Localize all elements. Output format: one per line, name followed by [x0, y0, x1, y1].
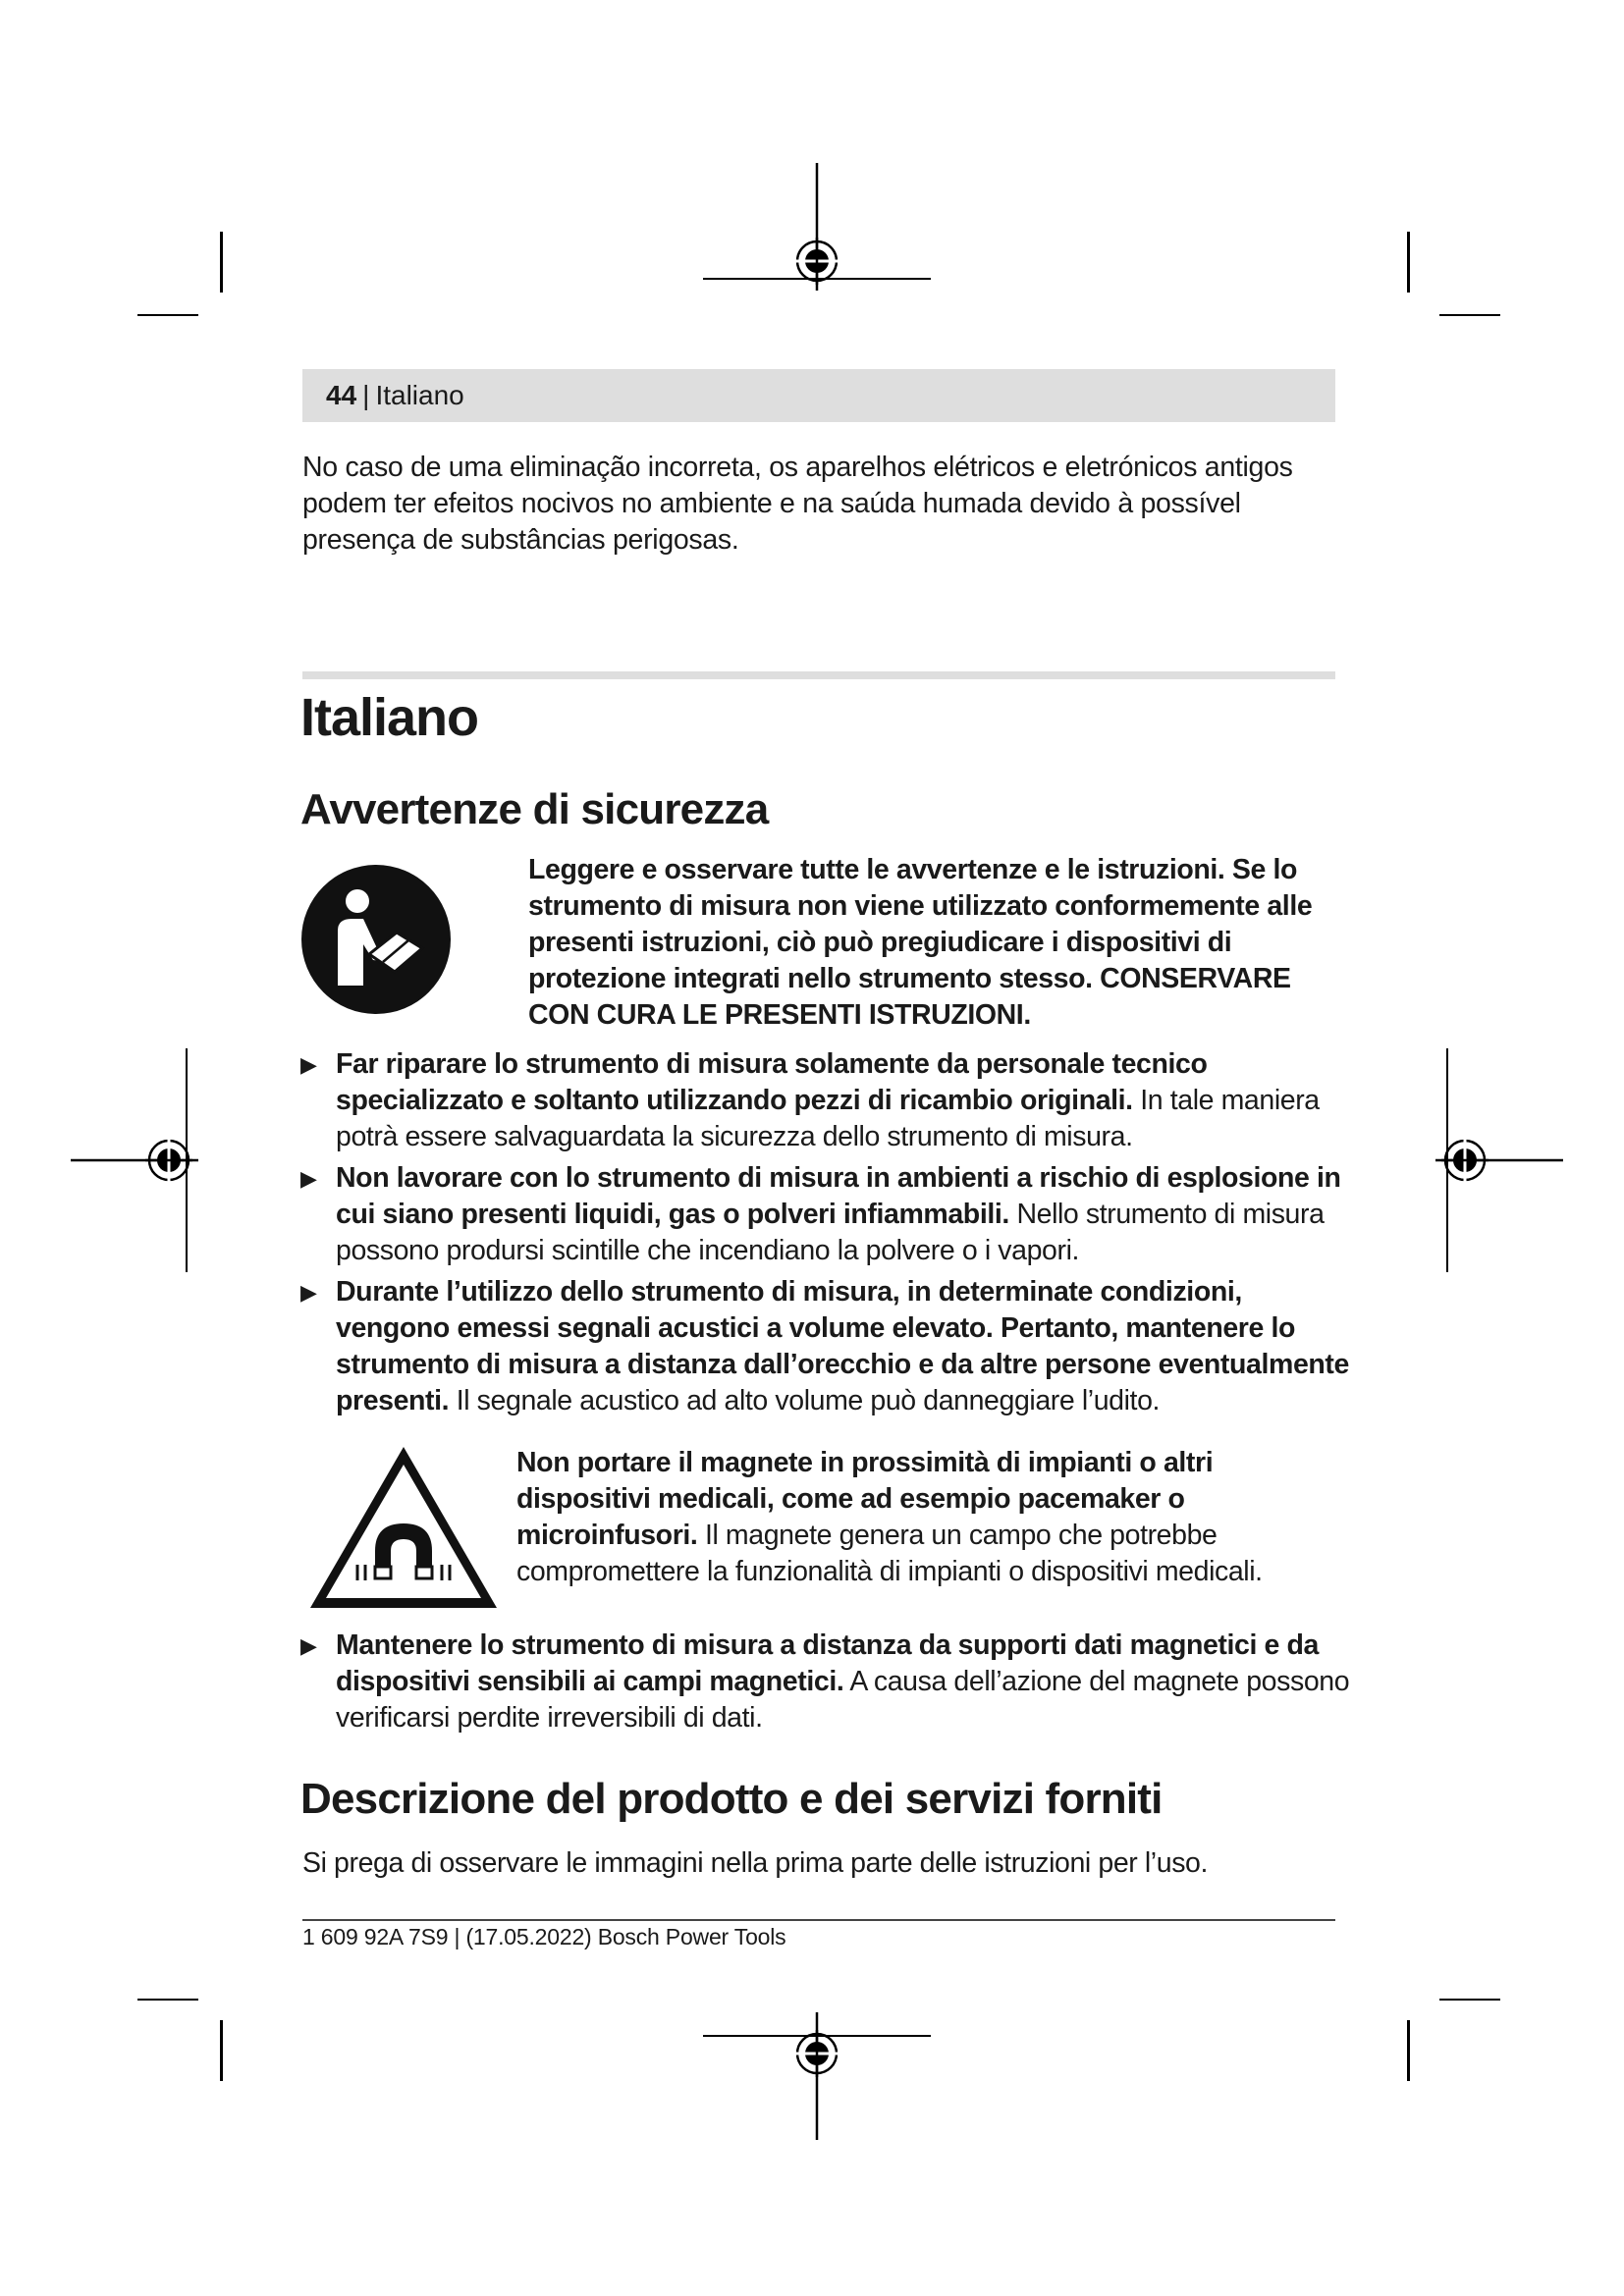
bullet-text: Nello strumento di misura possono prodursi scintille che incendiano la polvere o i vapori. [336, 1199, 1325, 1266]
section-divider [302, 671, 1335, 679]
list-item [300, 1628, 1353, 1736]
intro-paragraph: No caso de uma eliminação incorreta, os aparelhos elétricos e eletrónicos antigos podem ter efeitos nocivos no ambiente e na saúda humada devido à possível presença de substâncias perigosas. [302, 452, 1293, 556]
bullet-arrow-icon: ▶ [300, 1166, 317, 1191]
manual-warning-text: Leggere e osservare tutte le avvertenze e le istruzioni. Se lo strumento di misura non viene utilizzato conformemente alle presenti istruzioni, ciò può pregiudicare i dispositivi di protezione integrati nello strumento stesso. CONSERVARE CON CURA LE PRESENTI ISTRUZIONI. [528, 854, 1313, 1031]
bullet-arrow-icon: ▶ [300, 1633, 317, 1658]
crop-mark [220, 2020, 223, 2081]
list-item [300, 1160, 1353, 1269]
crop-mark [1407, 2020, 1410, 2081]
registration-mark-icon [1435, 1044, 1563, 1276]
bullet-bold-text: Non lavorare con lo strumento di misura in ambienti a rischio di esplosione in cui siano presenti liquidi, gas o polveri infiammabili. [336, 1162, 1341, 1230]
magnet-warning-icon [306, 1443, 501, 1612]
bullet-bold-text: Mantenere lo strumento di misura a distanza da supporti dati magnetici e da dispositivi sensibili ai campi magnetici. [336, 1629, 1319, 1697]
magnet-warning-bold: Non portare il magnete in prossimità di impianti o altri dispositivi medicali, come ad esempio pacemaker o microinfusori. [516, 1447, 1214, 1551]
description-heading: Descrizione del prodotto e dei servizi forniti [300, 1775, 1163, 1823]
read-manual-icon [300, 864, 452, 1015]
crop-mark [220, 232, 223, 293]
bullet-bold-text: Durante l’utilizzo dello strumento di misura, in determinate condizioni, vengono emessi segnali acustici a volume elevato. Pertanto, mantenere lo strumento di misura a distanza dall’orecchio e da altre persone eventualmente presenti. [336, 1276, 1349, 1416]
language-title: Italiano [300, 688, 479, 747]
crop-mark [137, 314, 198, 316]
bullet-arrow-icon: ▶ [300, 1280, 317, 1305]
magnet-warning-normal: Il magnete genera un campo che potrebbe compromettere la funzionalità di impianti o dispositivi medicali. [516, 1520, 1263, 1587]
magnet-warning-text [516, 1445, 1331, 1590]
footer-divider [302, 1919, 1335, 1921]
page-footer: 1 609 92A 7S9 | (17.05.2022) Bosch Power Tools [302, 1924, 786, 1949]
bullet-bold-text: Far riparare lo strumento di misura solamente da personale tecnico specializzato e soltanto utilizzando pezzi di ricambio originali. [336, 1048, 1208, 1116]
bullet-text: In tale maniera potrà essere salvaguardata la sicurezza dello strumento di misura. [336, 1085, 1320, 1152]
crop-mark [1407, 232, 1410, 293]
crop-mark [1439, 1999, 1500, 2001]
description-text: Si prega di osservare le immagini nella prima parte delle istruzioni per l’uso. [302, 1847, 1209, 1879]
registration-mark-icon [71, 1044, 198, 1276]
safety-heading: Avvertenze di sicurezza [300, 785, 769, 833]
crop-mark [1439, 314, 1500, 316]
header-separator: | [362, 380, 370, 410]
bullet-text: A causa dell’azione del magnete possono verificarsi perdite irreversibili di dati. [336, 1666, 1350, 1734]
bullet-text: Il segnale acustico ad alto volume può danneggiare l’udito. [456, 1385, 1161, 1416]
list-item [300, 1274, 1353, 1419]
page-header [302, 369, 1335, 422]
bullet-arrow-icon: ▶ [300, 1052, 317, 1077]
page-number: 44 [326, 380, 357, 410]
registration-mark-icon [699, 2012, 935, 2140]
registration-mark-icon [699, 163, 935, 291]
list-item [300, 1046, 1353, 1155]
crop-mark [137, 1999, 198, 2001]
header-language: Italiano [375, 380, 464, 410]
